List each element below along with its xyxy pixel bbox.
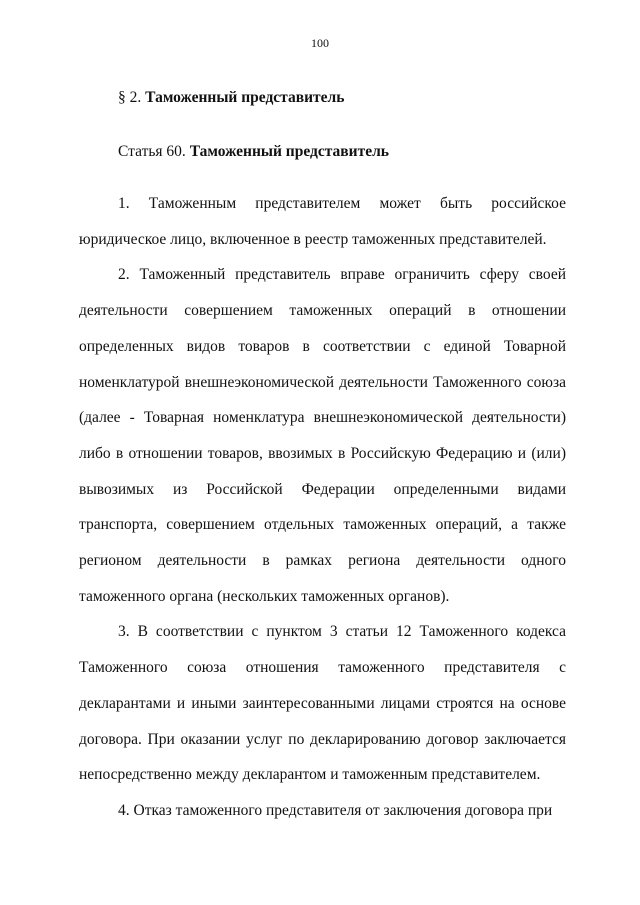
article-body (79, 186, 566, 829)
section-prefix: § 2. (118, 89, 146, 106)
article-heading (118, 143, 389, 161)
article-prefix: Статья 60. (118, 143, 190, 160)
paragraph-2: 2. Таможенный представитель вправе ограничить сферу своей деятельности совершением таможенных операций в отношении определенных видов товаров в соответствии с единой Товарной номенклатурой внешнеэкономической деятельности Таможенного союза (далее - Товарная номенклатура внешнеэкономической деятельности) либо в отношении товаров, ввозимых в Российскую Федерацию и (или) вывозимых из Российской Федерации определенными видами транспорта, совершением отдельных таможенных операций, а также регионом деятельности в рамках региона деятельности одного таможенного органа (нескольких таможенных органов). (79, 266, 566, 605)
paragraph-4: 4. Отказ таможенного представителя от заключения договора при (118, 801, 553, 819)
section-heading (118, 89, 344, 107)
section-title: Таможенный представитель (145, 89, 345, 106)
page-number: 100 (311, 36, 329, 50)
paragraph-1: 1. Таможенным представителем может быть российское юридическое лицо, включенное в реестр таможенных представителей. (79, 195, 566, 248)
article-title: Таможенный представитель (189, 143, 389, 160)
paragraph-3: 3. В соответствии с пунктом 3 статьи 12 Таможенного кодекса Таможенного союза отношения таможенного представителя с декларантами и иными заинтересованными лицами строятся на основе договора. При оказании услуг по декларированию договор заключается непосредственно между декларантом и таможенным представителем. (79, 623, 566, 784)
